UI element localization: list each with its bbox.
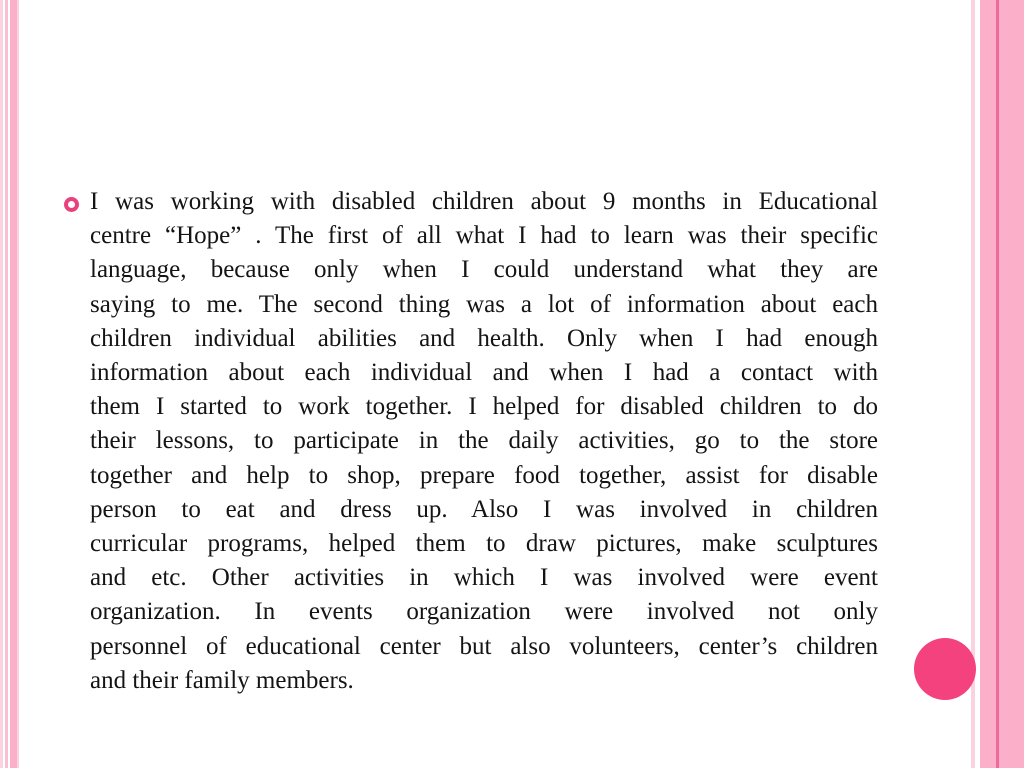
decorative-circle — [914, 638, 976, 700]
bullet-circle-icon — [64, 197, 79, 212]
paragraph-line: their lessons, to participate in the daily activities, go to the store — [90, 427, 878, 455]
paragraph-line: language, because only when I could understand what they are — [90, 256, 878, 284]
paragraph-line: I was working with disabled children about 9 months in Educational — [90, 188, 878, 215]
paragraph-line: together and help to shop, prepare food together, assist for disable — [90, 461, 878, 489]
left-border-stripes — [0, 0, 20, 768]
paragraph-line: them I started to work together. I helped for disabled children to do — [90, 393, 878, 421]
paragraph-line: person to eat and dress up. Also I was involved in children — [90, 495, 878, 523]
paragraph-line: saying to me. The second thing was a lot of information about each — [90, 290, 878, 318]
paragraph-line: children individual abilities and health. Only when I had enough — [90, 324, 878, 352]
paragraph-line: and etc. Other activities in which I was involved were event — [90, 564, 878, 592]
bullet-paragraph — [90, 185, 878, 698]
paragraph-line: and their family members. — [90, 666, 354, 694]
right-border-stripes — [968, 0, 1024, 768]
paragraph-line: information about each individual and when I had a contact with — [90, 359, 878, 387]
paragraph-line: organization. In events organization were involved not only — [90, 598, 878, 626]
paragraph-line: curricular programs, helped them to draw pictures, make sculptures — [90, 530, 878, 558]
paragraph-line: personnel of educational center but also volunteers, center’s children — [90, 632, 878, 660]
paragraph-line: centre “Hope” . The first of all what I had to learn was their specific — [90, 222, 878, 250]
